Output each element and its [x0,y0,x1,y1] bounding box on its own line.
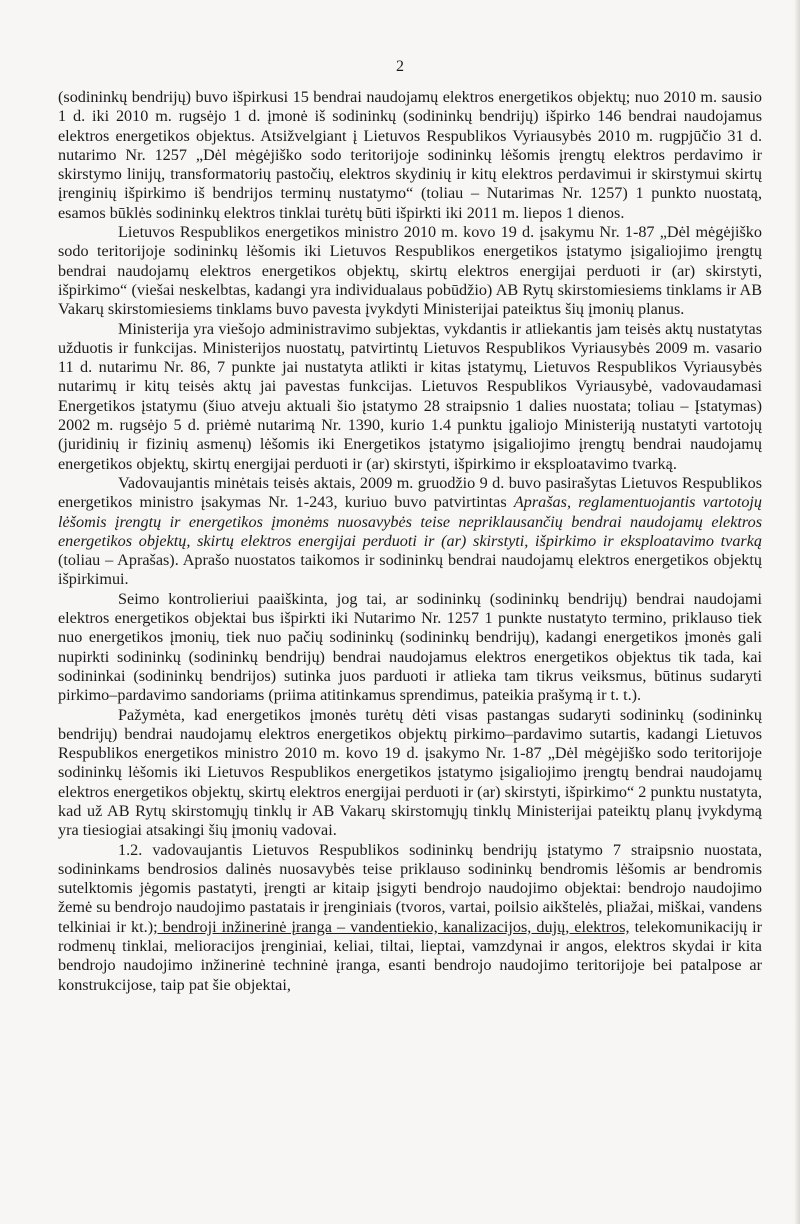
underlined-text: ); bendroji inžinerinė įranga – vandentiekio, kanalizacijos, dujų, elektros, [147,917,630,936]
paragraph [58,590,762,706]
paragraph [58,474,762,590]
italic-document-title: Aprašas, reglamentuojantis vartotojų lėšomis įrengtų ir energetikos įmonėms nuosavybės teise nepriklausančių bendrai naudojamų elektros energetikos objektų, skirtų elektros energijai perduoti ir (ar) skirstyti, išpirkimo ir eksploatavimo tvarką [58,493,762,550]
paragraph-text: Vadovaujantis minėtais teisės aktais, 2009 m. gruodžio 9 d. buvo pasirašytas Lietuvos Respublikos energetikos ministro įsakymas Nr. 1-243, kuriuo buvo patvirtintas [58,473,762,512]
paragraph-text: telekomunikacijų ir rodmenų tinklai, melioracijos įrenginiai, keliai, tiltai, lieptai, vamzdynai ir angos, elektros skydai ir kita bendrojo naudojimo inžinerinė techninė įranga, esanti bendrojo naudojimo teritorijoje bei patalpose ar konstrukcijose, taip pat šie objektai, [58,917,762,994]
paragraph-text: (toliau – Aprašas). Aprašo nuostatos taikomos ir sodininkų bendrai naudojamų elektros energetikos objektų išpirkimui. [58,551,762,589]
paragraph [58,841,762,995]
paragraph-text: Seimo kontrolieriui paaiškinta, jog tai, ar sodininkų (sodininkų bendrijų) bendrai naudojami elektros energetikos objektai bus išpirkti iki Nutarimo Nr. 1257 1 punkte nustatyto termino, priklauso tiek nuo energetikos įmonių, tiek nuo pačių sodininkų (sodininkų bendrijų), kadangi energetikos įmonės gali nupirkti sodininkų (sodininkų bendrijų) bendrai naudojamus elektros energetikos objektus tik tada, kai sodininkai (sodininkų bendrijos) sutinka juos parduoti ir atlieka tam tikrus veiksmus, būtinus sudaryti pirkimo–pardavimo sandoriams (priima atitinkamus sprendimus, pateikia prašymą ir t. t.). [58,589,762,705]
paragraph-text: Pažymėta, kad energetikos įmonės turėtų dėti visas pastangas sudaryti sodininkų (sodininkų bendrijų) bendrai naudojamų elektros energetikos objektų pirkimo–pardavimo sutartis, kadangi Lietuvos Respublikos energetikos ministro 2010 m. kovo 19 d. įsakymo Nr. 1-87 „Dėl mėgėjiško sodo teritorijoje sodininkų lėšomis iki Lietuvos Respublikos energetikos įstatymo įsigaliojimo įrengtų bendrai naudojamų elektros energetikos objektų, skirtų elektros energijai perduoti ir (ar) skirstyti, išpirkimo“ 2 punktu nustatyta, kad už AB Rytų skirstomųjų tinklų ir AB Vakarų skirstomųjų tinklų Ministerijai pateiktų planų įvykdymą yra tiesiogiai atsakingi šių įmonių vadovai. [58,705,762,840]
paragraph [58,223,762,319]
paragraph-text: Ministerija yra viešojo administravimo subjektas, vykdantis ir atliekantis jam teisės aktų nustatytas užduotis ir funkcijas. Ministerijos nuostatų, patvirtintų Lietuvos Respublikos Vyriausybės 2009 m. vasario 11 d. nutarimu Nr. 86, 7 punkte jai nustatyta atlikti ir kitas įstatymų, Lietuvos Respublikos Vyriausybės nutarimų ir kitų teisės aktų jai pavestas funkcijas. Lietuvos Respublikos Vyriausybė, vadovaudamasi Energetikos įstatymu (šiuo atveju aktuali šio įstatymo 28 straipsnio 1 dalies nuostata; toliau – Įstatymas) 2002 m. rugsėjo 5 d. priėmė nutarimą Nr. 1390, kurio 1.4 punktu įgaliojo Ministeriją nustatyti vartotojų (juridinių ir fizinių asmenų) lėšomis iki Energetikos įstatymo įsigaliojimo įrengtų bendrai naudojamų energetikos objektų, skirtų energijai perduoti ir (ar) skirstyti, išpirkimo ir eksploatavimo tvarką. [58,319,762,473]
paragraph [58,320,762,474]
scan-edge-shadow [794,0,800,1224]
paragraph [58,706,762,841]
paragraph-text: Lietuvos Respublikos energetikos ministro 2010 m. kovo 19 d. įsakymu Nr. 1-87 „Dėl mėgėjiško sodo teritorijoje sodininkų lėšomis iki Lietuvos Respublikos energetikos įstatymo įsigaliojimo įrengtų bendrai naudojamų elektros energetikos objektų, skirtų elektros energijai perduoti ir (ar) skirstyti, išpirkimo“ (viešai neskelbtas, kadangi yra individualaus pobūdžio) AB Rytų skirstomiesiems tinklams ir AB Vakarų skirstomiesiems tinklams buvo pavesta įvykdyti Ministerijai pateiktus šių įmonių planus. [58,223,762,319]
paragraph-text: (sodininkų bendrijų) buvo išpirkusi 15 bendrai naudojamų elektros energetikos objektų; nuo 2010 m. sausio 1 d. iki 2010 m. rugsėjo 1 d. įmonė iš sodininkų (sodininkų bendrijų) išpirko 146 bendrai naudojamus elektros energetikos objektus. Atsižvelgiant į Lietuvos Respublikos Vyriausybės 2010 m. rugpjūčio 31 d. nutarimo Nr. 1257 „Dėl mėgėjiško sodo teritorijoje sodininkų lėšomis įrengtų elektros perdavimo ir skirstymo linijų, transformatorių pastočių, elektros skydinių ir kitų elektros perdavimui ir skirstymui skirtų įrenginių išpirkimo iš bendrijos terminų nustatymo“ (toliau – Nutarimas Nr. 1257) 1 punkto nuostatą, esamos būklės sodininkų elektros tinklai turėtų būti išpirkti iki 2011 m. liepos 1 dienos. [58,88,762,222]
paragraph-text: 1.2. vadovaujantis Lietuvos Respublikos sodininkų bendrijų įstatymo 7 straipsnio nuostata, sodininkams bendrosios dalinės nuosavybės teise priklauso sodininkų bendromis lėšomis ar bendromis sutelktomis jėgomis pastatyti, įrengti ar kitaip įsigyti bendrojo naudojimo objektai: bendrojo naudojimo žemė su bendrojo naudojimo pastatais ir įrenginiais (tvoros, vartai, poilsio aikštelės, pliažai, miškai, vandens telkiniai ir kt. [58,840,762,936]
paragraph [58,88,762,223]
page-number: 2 [396,58,404,75]
document-body [58,88,762,995]
